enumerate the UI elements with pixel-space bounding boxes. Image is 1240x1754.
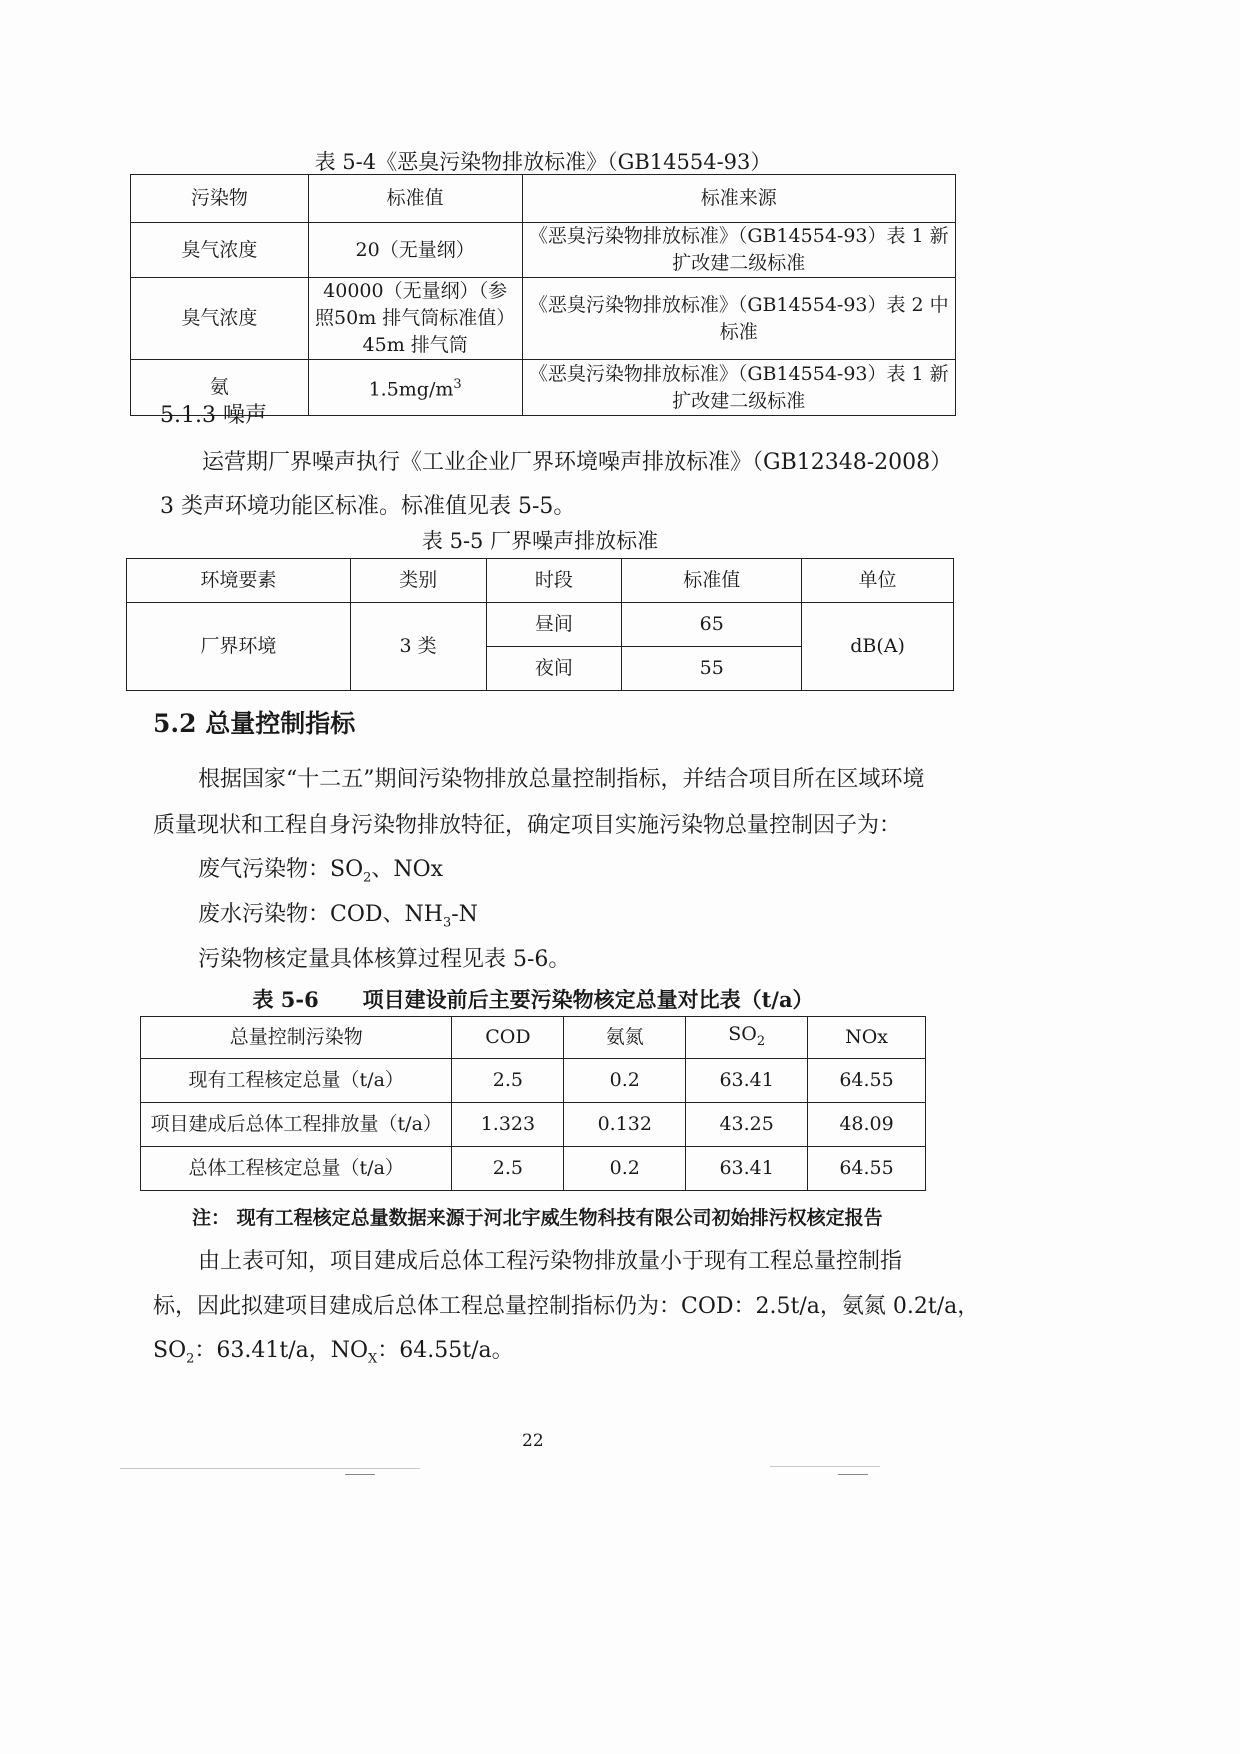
table-cell: 64.55 xyxy=(808,1147,926,1191)
table-header-cell: NOx xyxy=(808,1017,926,1059)
table-cell: 现有工程核定总量（t/a） xyxy=(141,1059,452,1103)
table-header-cell: 标准来源 xyxy=(522,175,955,223)
table-cell: 0.132 xyxy=(564,1103,686,1147)
conclusion-line-2: 标，因此拟建项目建成后总体工程总量控制指标仍为：COD：2.5t/a，氨氮 0.2t/a， xyxy=(153,1294,980,1319)
table-cell: 55 xyxy=(622,647,802,691)
paragraph: 3 类声环境功能区标准。标准值见表 5-5。 xyxy=(160,494,576,519)
table-cell: 昼间 xyxy=(486,603,622,647)
table-cell: 《恶臭污染物排放标准》（GB14554-93）表 1 新扩改建二级标准 xyxy=(522,223,955,278)
paragraph: 运营期厂界噪声执行《工业企业厂界环境噪声排放标准》（GB12348-2008） xyxy=(202,450,953,475)
table-cell: 臭气浓度 xyxy=(131,278,309,360)
subscript: 3 xyxy=(442,915,452,931)
table-5-6 xyxy=(140,1016,926,1191)
table-cell: 项目建成后总体工程排放量（t/a） xyxy=(141,1103,452,1147)
scan-line xyxy=(120,1468,420,1469)
water-pollutants-line xyxy=(198,897,478,930)
paragraph: 污染物核定量具体核算过程见表 5-6。 xyxy=(198,947,571,972)
superscript: 3 xyxy=(453,377,462,393)
caption-number: 表 5-6 xyxy=(252,987,319,1012)
table-cell: 夜间 xyxy=(486,647,622,691)
table-header-cell: 氨氮 xyxy=(564,1017,686,1059)
table-header-cell: 单位 xyxy=(802,559,954,603)
conclusion-line-1: 由上表可知，项目建成后总体工程污染物排放量小于现有工程总量控制指 xyxy=(198,1249,903,1274)
table-5-6-caption xyxy=(140,984,926,1014)
table-header-cell: 类别 xyxy=(350,559,486,603)
table-header-cell: 环境要素 xyxy=(127,559,351,603)
table-5-5-caption: 表 5-5 厂界噪声排放标准 xyxy=(421,529,659,553)
so2-label: SO xyxy=(728,1022,757,1045)
table-cell: 40000（无量纲）（参照50m 排气筒标准值）45m 排气筒 xyxy=(308,278,522,360)
table-header-cell xyxy=(686,1017,808,1059)
table-row xyxy=(141,1147,926,1191)
table-cell: 《恶臭污染物排放标准》（GB14554-93）表 2 中标准 xyxy=(522,278,955,360)
table-header-cell: 标准值 xyxy=(622,559,802,603)
value-text: 1.5mg/m xyxy=(368,378,454,401)
page-number: 22 xyxy=(522,1431,544,1451)
table-row xyxy=(141,1103,926,1147)
table-cell: 65 xyxy=(622,603,802,647)
text: SO xyxy=(153,1338,187,1363)
text: ：64.55t/a。 xyxy=(377,1338,514,1363)
table-cell: 0.2 xyxy=(564,1147,686,1191)
gas-pollutants-line xyxy=(198,852,443,885)
water-label: 废水污染物：COD、NH xyxy=(198,902,443,927)
table-cell xyxy=(308,360,522,416)
table-cell: 0.2 xyxy=(564,1059,686,1103)
table-cell: 64.55 xyxy=(808,1059,926,1103)
table-row xyxy=(131,223,956,278)
table-cell: 2.5 xyxy=(452,1059,564,1103)
table-5-5 xyxy=(126,558,954,691)
table-cell: 氨 xyxy=(131,360,309,416)
table-header-cell: 标准值 xyxy=(308,175,522,223)
table-header-cell: 总量控制污染物 xyxy=(141,1017,452,1059)
table-header-cell: 污染物 xyxy=(131,175,309,223)
scan-line xyxy=(770,1466,880,1467)
subscript: 2 xyxy=(363,870,372,886)
table-5-4-caption: 表 5-4《恶臭污染物排放标准》（GB14554-93） xyxy=(314,150,772,174)
table-cell: 63.41 xyxy=(686,1059,808,1103)
table-cell: 48.09 xyxy=(808,1103,926,1147)
table-cell: 1.323 xyxy=(452,1103,564,1147)
paragraph: 根据国家“十二五”期间污染物排放总量控制指标，并结合项目所在区域环境 xyxy=(198,767,925,792)
table-cell: 3 类 xyxy=(350,603,486,691)
gas-label: 废气污染物：SO xyxy=(198,857,364,882)
water-rest: -N xyxy=(451,902,478,927)
scan-line xyxy=(345,1474,375,1475)
section-heading-5-1-3: 5.1.3 噪声 xyxy=(160,403,267,428)
section-heading-5-2: 5.2 总量控制指标 xyxy=(153,709,356,738)
table-row xyxy=(141,1059,926,1103)
subscript: 2 xyxy=(756,1033,766,1049)
table-row xyxy=(131,278,956,360)
table-cell: 43.25 xyxy=(686,1103,808,1147)
subscript: 2 xyxy=(186,1351,195,1367)
gas-rest: 、NOx xyxy=(371,857,444,882)
table-cell: 63.41 xyxy=(686,1147,808,1191)
table-header-cell: 时段 xyxy=(486,559,622,603)
table-5-4 xyxy=(130,174,956,416)
conclusion-line-3 xyxy=(153,1333,514,1366)
table-note: 注： 现有工程核定总量数据来源于河北宇威生物科技有限公司初始排污权核定报告 xyxy=(192,1207,883,1229)
subscript: X xyxy=(368,1351,378,1367)
caption-text: 项目建设前后主要污染物核定总量对比表（t/a） xyxy=(362,987,814,1012)
table-cell: 臭气浓度 xyxy=(131,223,309,278)
table-cell: 总体工程核定总量（t/a） xyxy=(141,1147,452,1191)
table-row xyxy=(127,603,954,647)
table-cell: 厂界环境 xyxy=(127,603,351,691)
table-cell: 2.5 xyxy=(452,1147,564,1191)
table-header-cell: COD xyxy=(452,1017,564,1059)
table-cell: 20（无量纲） xyxy=(308,223,522,278)
table-cell: 《恶臭污染物排放标准》（GB14554-93）表 1 新扩改建二级标准 xyxy=(522,360,955,416)
scan-line xyxy=(838,1474,868,1475)
text: ：63.41t/a，NO xyxy=(194,1338,369,1363)
table-cell: dB(A) xyxy=(802,603,954,691)
paragraph: 质量现状和工程自身污染物排放特征，确定项目实施污染物总量控制因子为： xyxy=(153,813,902,838)
